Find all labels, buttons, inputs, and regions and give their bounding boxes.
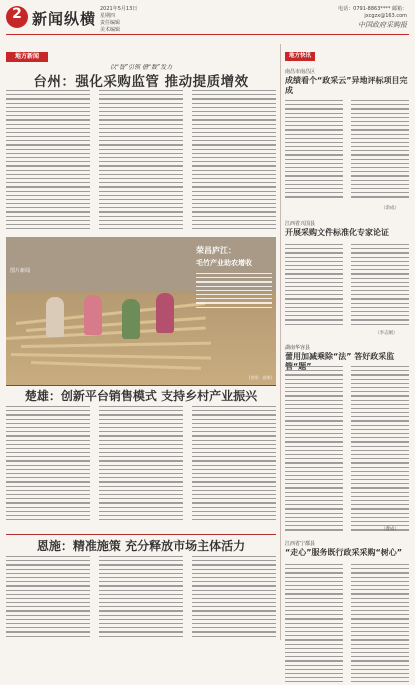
story3-body-col3 bbox=[192, 556, 276, 640]
photo-person bbox=[46, 297, 64, 337]
brief2-headline: 开展采购文件标准化专家论证 bbox=[285, 228, 389, 237]
story1-kicker: 以“智”引领 借“数”发力 bbox=[109, 64, 173, 71]
brief3-kicker: 湖南华容县 bbox=[285, 345, 311, 351]
story1-headline: 台州：强化采购监管 推动提质增效 bbox=[33, 74, 249, 90]
sidebar-column bbox=[285, 40, 409, 644]
contact-phone: 电话：0791-8863**** 邮箱： bbox=[338, 6, 407, 12]
photo-caption-subtitle: 毛竹产业助农增收 bbox=[196, 259, 252, 267]
brief4-body-col1 bbox=[285, 564, 343, 685]
issue-editor: 责任编辑 bbox=[100, 20, 121, 26]
brief3-headline: 蕾用加减乘除“法” 答好政采监 bbox=[285, 352, 395, 361]
story3-headline: 恩施：精准施策 充分释放市场主体活力 bbox=[36, 539, 246, 553]
story-divider bbox=[6, 534, 276, 535]
page-header bbox=[0, 0, 415, 40]
brief1-kicker: 南昌市南昌区 bbox=[285, 69, 316, 75]
section-tab: 地方新闻 bbox=[6, 52, 48, 62]
contact-info bbox=[247, 6, 407, 20]
contact-email: jxcgzx@163.com bbox=[364, 13, 407, 19]
brief3-body-col2 bbox=[351, 366, 409, 534]
main-column bbox=[6, 40, 276, 644]
brief3-author: （曹成） bbox=[381, 527, 399, 532]
bamboo-strip bbox=[21, 342, 211, 348]
brief1-headline: 成绩看个“政采云”异地评标项目完成 bbox=[285, 76, 408, 95]
issue-date: 2021年5月13日 bbox=[100, 6, 138, 12]
brief2-kicker: 江西省兴国县 bbox=[285, 221, 316, 227]
photo-source: (供图：高敏) bbox=[248, 375, 272, 380]
photo-caption bbox=[196, 245, 272, 345]
brand-masthead: 中国政府采购报 bbox=[358, 21, 407, 29]
story1-body-col1 bbox=[6, 90, 90, 232]
photo-person bbox=[84, 295, 102, 335]
issue-meta bbox=[100, 6, 170, 34]
bamboo-strip bbox=[16, 302, 205, 325]
news-photo bbox=[6, 237, 276, 385]
story2-body-col3 bbox=[192, 406, 276, 523]
story3-body-col1 bbox=[6, 556, 90, 640]
brief1-body-col2 bbox=[351, 100, 409, 201]
brief2-author: （李志刚） bbox=[375, 331, 398, 336]
brief4-body-col2 bbox=[351, 564, 409, 685]
bamboo-strip bbox=[31, 361, 201, 370]
story-divider bbox=[6, 385, 276, 386]
story2-headline: 楚雄：创新平台销售模式 支持乡村产业振兴 bbox=[24, 389, 258, 403]
brief4-kicker: 江西省宁都县 bbox=[285, 541, 316, 547]
brief1-body-col1 bbox=[285, 100, 343, 201]
photo-person bbox=[122, 299, 140, 339]
sidebar-section-tab: 地方快讯 bbox=[285, 52, 315, 61]
photo-person bbox=[156, 293, 174, 333]
story1-body-col3 bbox=[192, 90, 276, 232]
header-rule bbox=[6, 34, 409, 35]
brief4-headline: “走心”服务既行政采采购“树心” bbox=[285, 548, 403, 557]
section-number-badge: 2 bbox=[6, 6, 28, 28]
column-divider bbox=[280, 44, 281, 640]
story2-body-col2 bbox=[99, 406, 183, 523]
brief2-body-col2 bbox=[351, 244, 409, 328]
brief3-body-col1 bbox=[285, 366, 343, 534]
story1-body-col2 bbox=[99, 90, 183, 232]
brief2-body-col1 bbox=[285, 244, 343, 328]
brief1-author: （余成） bbox=[381, 206, 399, 211]
bamboo-strip bbox=[11, 353, 211, 359]
photo-label: 图片新闻 bbox=[10, 268, 31, 274]
story2-body-col1 bbox=[6, 406, 90, 523]
photo-caption-title: 荣昌庐江： bbox=[196, 246, 236, 255]
issue-designer: 美术编辑 bbox=[100, 27, 121, 33]
section-title: 新闻纵横 bbox=[32, 10, 97, 28]
story3-body-col2 bbox=[99, 556, 183, 640]
issue-weekday: 星期四 bbox=[100, 13, 116, 19]
